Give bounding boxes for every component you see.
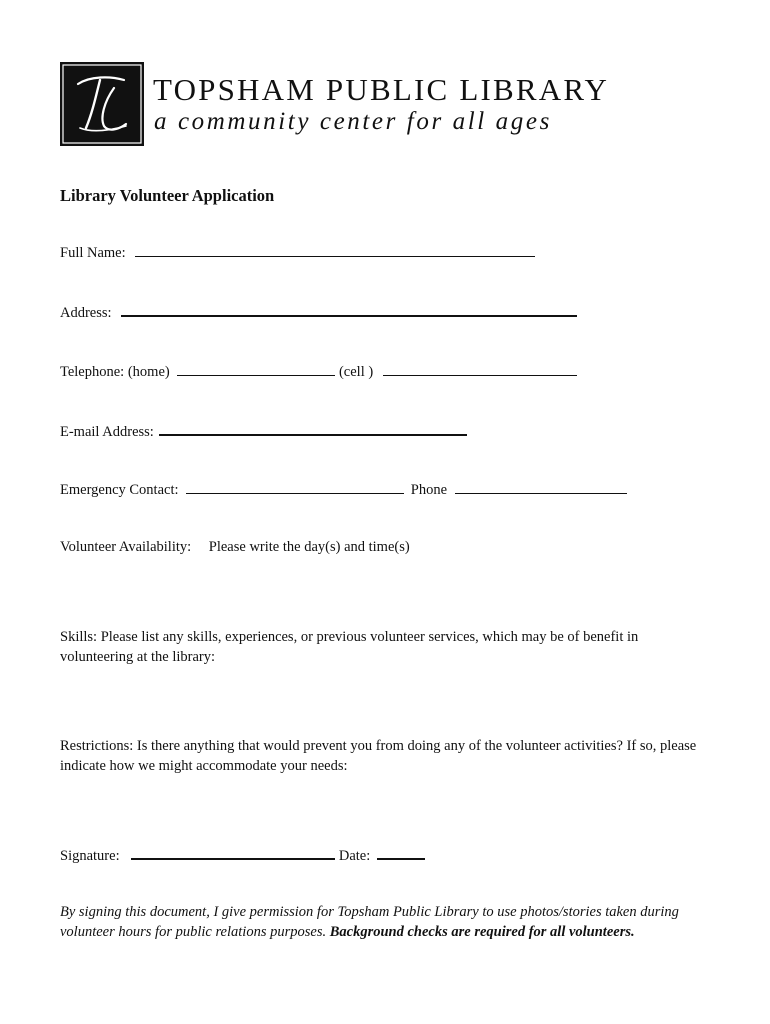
availability-answer-area[interactable]: [60, 562, 710, 618]
telephone-home-field[interactable]: [177, 362, 335, 376]
telephone-cell-label: (cell ): [338, 364, 374, 380]
date-label: Date:: [338, 848, 371, 864]
email-field[interactable]: [159, 421, 467, 436]
telephone-cell-field[interactable]: [383, 362, 577, 376]
emergency-phone-field[interactable]: [455, 480, 627, 494]
full-name-label: Full Name:: [60, 245, 126, 261]
emergency-contact-row: [60, 480, 627, 499]
restrictions-prompt: Restrictions: Is there anything that would prevent you from doing any of the volunteer activities? If so, please indicate how we might accommodate your needs:: [60, 738, 697, 774]
skills-prompt: Skills: Please list any skills, experiences, or previous volunteer services, which may be of benefit in volunteering at the library:: [60, 629, 639, 665]
emergency-contact-field[interactable]: [186, 480, 404, 494]
address-field[interactable]: [121, 302, 577, 317]
org-name: TOPSHAM PUBLIC LIBRARY: [153, 72, 610, 107]
full-name-field[interactable]: [135, 243, 535, 257]
email-label: E-mail Address:: [60, 424, 154, 440]
telephone-home-label: Telephone: (home): [60, 364, 170, 380]
full-name-row: [60, 243, 535, 262]
restrictions-answer-area[interactable]: [60, 780, 710, 836]
address-row: [60, 302, 577, 322]
address-label: Address:: [60, 305, 112, 321]
consent-statement: [60, 902, 720, 942]
consent-text: By signing this document, I give permission for Topsham Public Library to use photos/stories taken during volunteer hours for public relations purposes.: [60, 904, 679, 940]
emergency-contact-label: Emergency Contact:: [60, 482, 179, 498]
skills-answer-area[interactable]: [60, 672, 710, 728]
signature-field[interactable]: [131, 845, 335, 860]
org-tagline: a community center for all ages: [154, 108, 552, 135]
background-check-notice: Background checks are required for all volunteers.: [329, 924, 635, 940]
email-row: [60, 421, 467, 441]
availability-row: [60, 539, 410, 556]
emergency-phone-label: Phone: [410, 482, 448, 498]
signature-row: [60, 845, 425, 865]
form-title: Library Volunteer Application: [60, 186, 275, 205]
date-field[interactable]: [377, 845, 425, 860]
signature-label: Signature:: [60, 848, 120, 864]
library-logo: [60, 62, 144, 146]
availability-label: Volunteer Availability:: [60, 539, 192, 555]
availability-prompt: Please write the day(s) and time(s): [208, 539, 410, 555]
telephone-row: [60, 362, 577, 381]
